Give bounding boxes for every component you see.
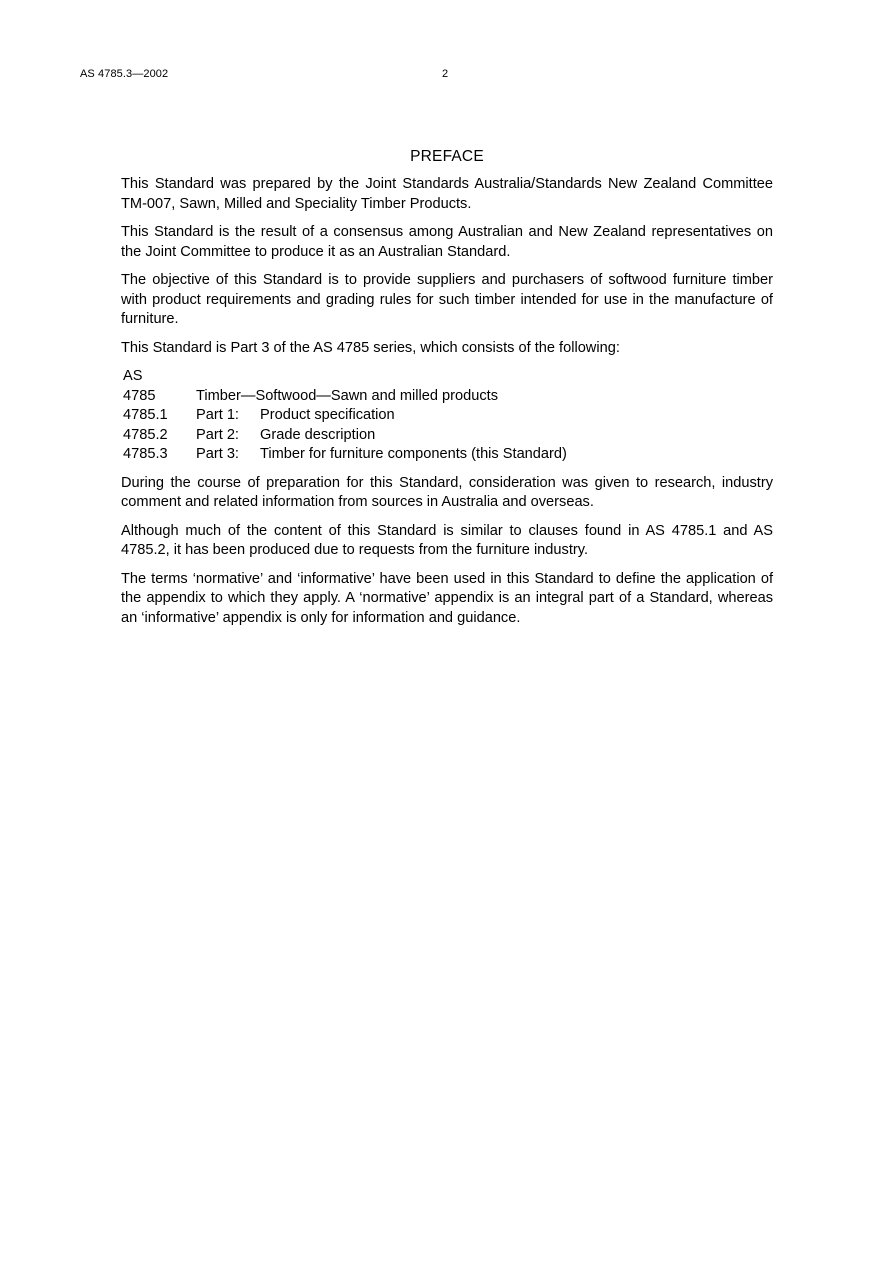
paragraph-committee: This Standard was prepared by the Joint Standards Australia/Standards New Zealand Committee TM-007, Sawn, Milled and Speciality Timber Products.	[121, 176, 773, 212]
paragraph-series-intro: This Standard is Part 3 of the AS 4785 series, which consists of the following:	[121, 339, 620, 356]
paragraph-objective: The objective of this Standard is to provide suppliers and purchasers of softwood furniture timber with product requirements and grading rules for such timber intended for use in the manufacture of furniture.	[121, 272, 773, 327]
standard-title: Product specification	[260, 407, 395, 423]
series-table-heading-row	[123, 367, 567, 387]
series-table-heading: AS	[123, 368, 143, 384]
standard-title: Grade description	[260, 426, 376, 443]
table-row	[123, 445, 567, 465]
standard-number: 4785.2	[123, 426, 168, 443]
standard-number: 4785.3	[123, 446, 168, 462]
preface-section	[121, 148, 773, 637]
standard-number: 4785.1	[123, 407, 168, 423]
running-head: AS 4785.3—2002	[80, 68, 169, 80]
standard-part: Part 1:	[196, 407, 239, 423]
table-row	[123, 406, 567, 426]
section-title: PREFACE	[410, 148, 484, 165]
table-row	[123, 426, 567, 446]
standard-part: Part 2:	[196, 426, 239, 443]
paragraph-consensus: This Standard is the result of a consensus among Australian and New Zealand representatives on the Joint Committee to produce it as an Australian Standard.	[121, 224, 773, 260]
standard-title: Timber—Softwood—Sawn and milled products	[196, 387, 499, 404]
table-row	[123, 387, 567, 407]
paragraph-content-origin: Although much of the content of this Standard is similar to clauses found in AS 4785.1 and AS 4785.2, it has been produced due to requests from the furniture industry.	[121, 522, 773, 558]
page-number: 2	[442, 68, 449, 80]
standard-part: Part 3:	[196, 446, 239, 462]
standard-title: Timber for furniture components (this Standard)	[260, 446, 567, 462]
paragraph-normative-informative: The terms ‘normative’ and ‘informative’ have been used in this Standard to define the application of the appendix to which they apply. A ‘normative’ appendix is an integral part of a Standard, whereas an ‘informative’ appendix is only for information and guidance.	[121, 570, 773, 626]
standard-number: 4785	[123, 387, 156, 404]
series-table	[123, 367, 567, 465]
paragraph-preparation: During the course of preparation for this Standard, consideration was given to research, industry comment and related information from sources in Australia and overseas.	[121, 474, 773, 510]
